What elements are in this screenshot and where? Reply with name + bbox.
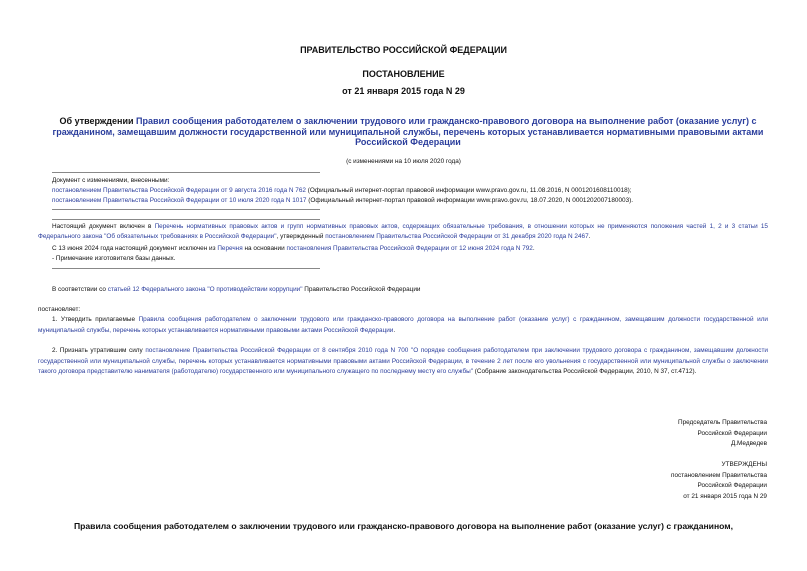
decree-link[interactable]: постановлением Правительства Российской Федерации от 31 декабря 2020 года N 2467 — [325, 233, 589, 240]
title-prefix: Об утверждении — [59, 116, 137, 126]
divider — [52, 209, 320, 210]
amendment-item: постановлением Правительства Российской Федерации от 10 июля 2020 года N 1017 (Официальный интернет-портал правовой информации www.pravo.gov.ru, 18.07.2020, N 0001202007180003). — [52, 197, 634, 204]
rules-title: Правила сообщения работодателем о заключении трудового или гражданско-правового договора на выполнение работ (оказание услуг) с гражданином, — [73, 521, 734, 531]
item-1: 1. Утвердить прилагаемые Правила сообщения работодателем о заключении трудового или гражданско-правового договора на выполнение работ (оказание услуг) с гражданином, замещавшим должности государственной или муниципальной службы, перечень которых устанавливается нормативными правовыми актами Российской Федерации. — [38, 316, 768, 334]
rules-link[interactable]: Правила сообщения работодателем о заключении трудового или гражданско-правового договора на выполнение работ (оказание услуг) с гражданином, замещавшим должности государственной или муниципальной службы, перечень которых устанавливается нормативными правовыми актами Российской Федерации — [38, 316, 768, 334]
title-link[interactable]: Правил сообщения работодателем о заключении трудового или гражданско-правового договора на выполнение работ (оказание услуг) с гражданином, замещавшим должности государственной или муниципальной службы, перечень которых устанавливается нормативными правовыми актами Российской Федерации — [52, 116, 764, 147]
exclusion-note: С 13 июня 2024 года настоящий документ исключен из Перечня на основании постановления Правительства Российской Федерации от 12 июня 2024 года N 792. — [52, 245, 535, 252]
document-date: от 21 января 2015 года N 29 — [342, 86, 465, 96]
revision-note: (с изменениями на 10 июля 2020 года) — [346, 158, 461, 165]
list-link[interactable]: Перечня — [217, 245, 243, 252]
item-2: 2. Признать утратившим силу постановление Правительства Российской Федерации от 8 сентября 2010 года N 700 "О порядке сообщения работодателем при заключении трудового договора с гражданином, замещавшим должности государственной или муниципальной службы, перечень которых устанавливается нормативными правовыми актами Российской Федерации, в течение 2 лет после его увольнения с государственной или муниципальной службы о заключении такого договора представителю нанимателя (работодателю) государственного или муниципального служащего по последнему месту его службы" (Собрание законодательства Российской Федерации, 2010, N 37, ст.4712). — [38, 347, 768, 375]
decrees-text: постановляет: — [38, 306, 81, 313]
government-heading: ПРАВИТЕЛЬСТВО РОССИЙСКОЙ ФЕДЕРАЦИИ — [300, 45, 507, 55]
divider — [52, 219, 320, 220]
amendment-item: постановлением Правительства Российской Федерации от 9 августа 2016 года N 762 (Официальный интернет-портал правовой информации www.pravo.gov.ru, 11.08.2016, N 0001201608110018); — [52, 187, 632, 194]
preamble: В соответствии со статьей 12 Федерального закона "О противодействии коррупции" Правительство Российской Федерации — [52, 286, 421, 293]
divider — [52, 268, 320, 269]
document-type: ПОСТАНОВЛЕНИЕ — [362, 69, 445, 79]
database-note: - Примечание изготовителя базы данных. — [52, 255, 176, 262]
document-title — [50, 116, 766, 148]
approval-block: УТВЕРЖДЕНЫ постановлением Правительства Российской Федерации от 21 января 2015 года N 29 — [671, 461, 767, 500]
law-link[interactable]: статьей 12 Федерального закона "О противодействии коррупции" — [107, 286, 303, 293]
amendment-link[interactable]: постановлением Правительства Российской Федерации от 9 августа 2016 года N 762 — [52, 187, 306, 194]
divider — [52, 172, 320, 173]
amendments-intro: Документ с изменениями, внесенными: — [52, 177, 170, 184]
amendment-link[interactable]: постановлением Правительства Российской Федерации от 10 июля 2020 года N 1017 — [52, 197, 307, 204]
decree-link[interactable]: постановления Правительства Российской Федерации от 12 июня 2024 года N 792 — [286, 245, 533, 252]
inclusion-note-paragraph: Настоящий документ включен в Перечень нормативных правовых актов и групп нормативных правовых актов, содержащих обязательные требования, в отношении которых не применяются положения частей 1, 2 и 3 статьи 15 Федерального закона "Об обязательных требованиях в Российской Федерации", утвержденный постановлением Правительства Российской Федерации от 31 декабря 2020 года N 2467. — [38, 223, 768, 240]
list-link[interactable]: Перечень нормативных правовых актов и групп нормативных правовых актов, содержащих обязательные требования, в отношении которых не применяются положения частей 1, 2 и 3 статьи 15 Федерального закона "Об обязательных требованиях в Российской Федерации" — [38, 223, 768, 240]
repealed-decree-link[interactable]: постановление Правительства Российской Федерации от 8 сентября 2010 года N 700 "О порядке сообщения работодателем при заключении трудового договора с гражданином, замещавшим должности государственной или муниципальной службы, перечень которых устанавливается нормативными правовыми актами Российской Федерации, в течение 2 лет после его увольнения с государственной или муниципальной службы о заключении такого договора представителю нанимателя (работодателю) государственного или муниципального служащего по последнему месту его службы" — [38, 347, 768, 375]
signature-block: Председатель Правительства Российской Федерации Д.Медведев — [678, 419, 767, 447]
